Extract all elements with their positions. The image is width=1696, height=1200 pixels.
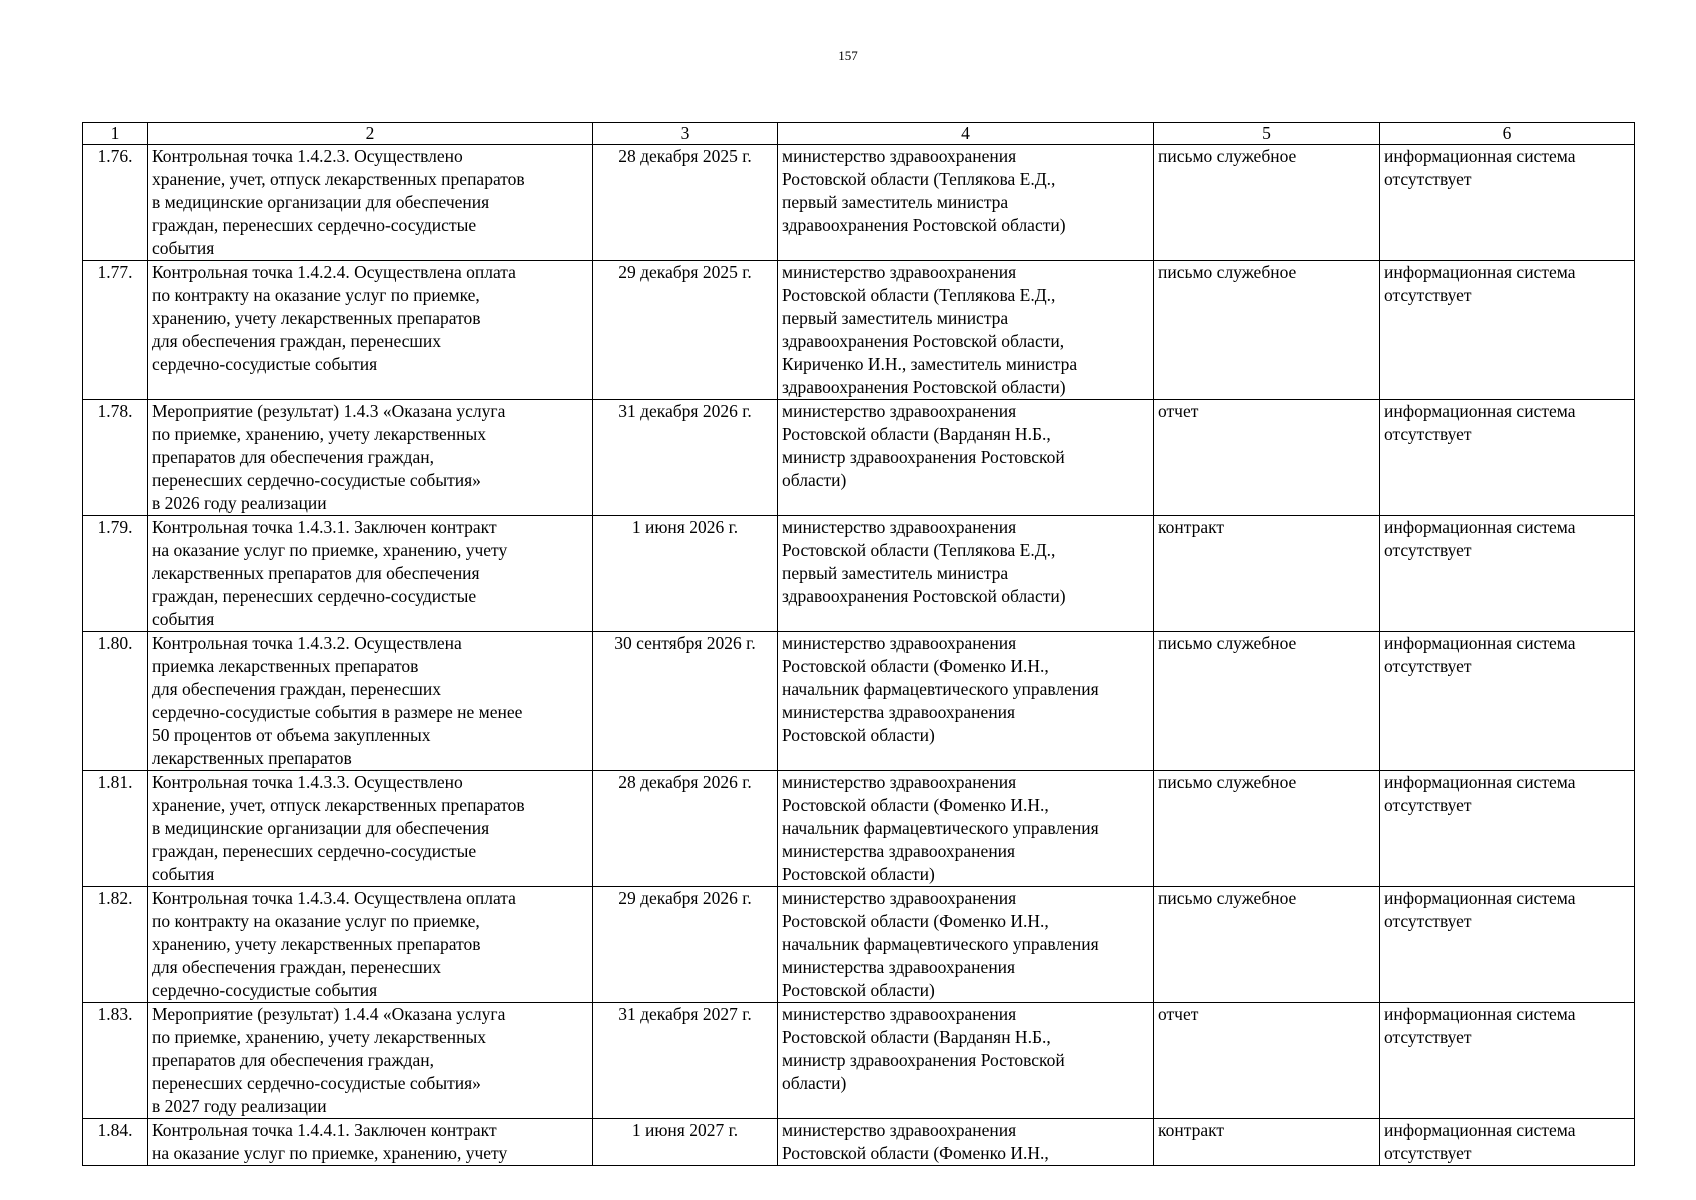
row-document: письмо служебное bbox=[1154, 145, 1380, 261]
row-date: 31 декабря 2027 г. bbox=[593, 1003, 778, 1119]
row-responsible-line: министерство здравоохранения bbox=[782, 772, 1017, 792]
row-info-system-line: отсутствует bbox=[1384, 1143, 1472, 1163]
row-responsible-line: здравоохранения Ростовской области) bbox=[782, 215, 1066, 235]
column-header: 1 bbox=[83, 123, 148, 145]
row-responsible-line: первый заместитель министра bbox=[782, 308, 1009, 328]
row-document: контракт bbox=[1154, 1119, 1380, 1166]
row-description-line: 50 процентов от объема закупленных bbox=[152, 725, 431, 745]
row-description-line: по контракту на оказание услуг по приемке, bbox=[152, 911, 480, 931]
row-description-line: в 2027 году реализации bbox=[152, 1096, 327, 1116]
row-description-line: препаратов для обеспечения граждан, bbox=[152, 1050, 434, 1070]
row-description-line: в медицинские организации для обеспечения bbox=[152, 192, 490, 212]
row-description-line: события bbox=[152, 238, 215, 258]
row-info-system-line: отсутствует bbox=[1384, 169, 1472, 189]
row-responsible-line: Ростовской области (Варданян Н.Б., bbox=[782, 1027, 1051, 1047]
row-description bbox=[148, 145, 593, 261]
row-info-system-line: отсутствует bbox=[1384, 285, 1472, 305]
row-number: 1.82. bbox=[83, 887, 148, 1003]
row-document: контракт bbox=[1154, 516, 1380, 632]
row-responsible-line: министерство здравоохранения bbox=[782, 1120, 1017, 1140]
row-responsible-line: министерство здравоохранения bbox=[782, 888, 1017, 908]
row-description-line: Мероприятие (результат) 1.4.4 «Оказана услуга bbox=[152, 1004, 506, 1024]
row-document: отчет bbox=[1154, 1003, 1380, 1119]
row-date: 1 июня 2027 г. bbox=[593, 1119, 778, 1166]
row-description-line: события bbox=[152, 609, 215, 629]
row-date: 28 декабря 2026 г. bbox=[593, 771, 778, 887]
row-responsible-line: Ростовской области (Теплякова Е.Д., bbox=[782, 540, 1056, 560]
row-responsible-line: здравоохранения Ростовской области) bbox=[782, 586, 1066, 606]
row-info-system-line: отсутствует bbox=[1384, 911, 1472, 931]
row-info-system-line: отсутствует bbox=[1384, 795, 1472, 815]
row-description-line: граждан, перенесших сердечно-сосудистые bbox=[152, 841, 477, 861]
row-description-line: Контрольная точка 1.4.3.4. Осуществлена оплата bbox=[152, 888, 516, 908]
row-description bbox=[148, 400, 593, 516]
row-info-system-line: отсутствует bbox=[1384, 656, 1472, 676]
row-info-system-line: информационная система bbox=[1384, 888, 1576, 908]
row-description-line: граждан, перенесших сердечно-сосудистые bbox=[152, 586, 477, 606]
row-responsible-line: министерства здравоохранения bbox=[782, 957, 1016, 977]
row-responsible-line: начальник фармацевтического управления bbox=[782, 679, 1099, 699]
row-info-system-line: информационная система bbox=[1384, 1120, 1576, 1140]
row-info-system-line: информационная система bbox=[1384, 146, 1576, 166]
row-description-line: сердечно-сосудистые события в размере не менее bbox=[152, 702, 523, 722]
row-description bbox=[148, 771, 593, 887]
row-info-system bbox=[1380, 145, 1635, 261]
table-row bbox=[83, 771, 1635, 887]
row-description-line: Контрольная точка 1.4.2.4. Осуществлена оплата bbox=[152, 262, 516, 282]
row-description-line: лекарственных препаратов bbox=[152, 748, 352, 768]
row-responsible-line: Ростовской области) bbox=[782, 725, 935, 745]
row-responsible-line: министерства здравоохранения bbox=[782, 841, 1016, 861]
row-info-system bbox=[1380, 632, 1635, 771]
row-date: 29 декабря 2025 г. bbox=[593, 261, 778, 400]
row-document: письмо служебное bbox=[1154, 771, 1380, 887]
table-row bbox=[83, 145, 1635, 261]
row-responsible-line: Ростовской области (Фоменко И.Н., bbox=[782, 656, 1049, 676]
row-date: 1 июня 2026 г. bbox=[593, 516, 778, 632]
row-responsible-line: Ростовской области) bbox=[782, 864, 935, 884]
row-responsible bbox=[778, 632, 1154, 771]
row-description bbox=[148, 1119, 593, 1166]
row-responsible bbox=[778, 261, 1154, 400]
row-date: 30 сентября 2026 г. bbox=[593, 632, 778, 771]
row-responsible-line: области) bbox=[782, 470, 847, 490]
column-header: 5 bbox=[1154, 123, 1380, 145]
row-info-system bbox=[1380, 261, 1635, 400]
row-info-system-line: отсутствует bbox=[1384, 540, 1472, 560]
row-info-system bbox=[1380, 516, 1635, 632]
row-description-line: хранение, учет, отпуск лекарственных препаратов bbox=[152, 795, 525, 815]
row-responsible-line: министерства здравоохранения bbox=[782, 702, 1016, 722]
row-responsible-line: Ростовской области (Фоменко И.Н., bbox=[782, 1143, 1049, 1163]
row-responsible-line: министерство здравоохранения bbox=[782, 146, 1017, 166]
row-description-line: на оказание услуг по приемке, хранению, учету bbox=[152, 540, 508, 560]
row-description-line: по приемке, хранению, учету лекарственных bbox=[152, 424, 487, 444]
row-number: 1.77. bbox=[83, 261, 148, 400]
row-responsible-line: министерство здравоохранения bbox=[782, 262, 1017, 282]
row-description bbox=[148, 1003, 593, 1119]
row-document: отчет bbox=[1154, 400, 1380, 516]
row-info-system-line: информационная система bbox=[1384, 1004, 1576, 1024]
row-description-line: приемка лекарственных препаратов bbox=[152, 656, 419, 676]
table-row bbox=[83, 632, 1635, 771]
row-description-line: перенесших сердечно-сосудистые события» bbox=[152, 1073, 481, 1093]
row-document: письмо служебное bbox=[1154, 261, 1380, 400]
row-description bbox=[148, 632, 593, 771]
row-responsible bbox=[778, 1003, 1154, 1119]
row-responsible-line: первый заместитель министра bbox=[782, 192, 1009, 212]
row-description-line: для обеспечения граждан, перенесших bbox=[152, 331, 442, 351]
header-row bbox=[83, 123, 1635, 145]
row-responsible-line: Ростовской области (Фоменко И.Н., bbox=[782, 911, 1049, 931]
row-responsible-line: начальник фармацевтического управления bbox=[782, 818, 1099, 838]
row-responsible-line: министерство здравоохранения bbox=[782, 401, 1017, 421]
column-header: 6 bbox=[1380, 123, 1635, 145]
row-description-line: Контрольная точка 1.4.3.3. Осуществлено bbox=[152, 772, 463, 792]
row-date: 31 декабря 2026 г. bbox=[593, 400, 778, 516]
row-info-system bbox=[1380, 1119, 1635, 1166]
row-description-line: Контрольная точка 1.4.4.1. Заключен контракт bbox=[152, 1120, 497, 1140]
row-description-line: граждан, перенесших сердечно-сосудистые bbox=[152, 215, 477, 235]
row-responsible-line: Ростовской области (Варданян Н.Б., bbox=[782, 424, 1051, 444]
row-responsible-line: министерство здравоохранения bbox=[782, 1004, 1017, 1024]
row-description-line: хранению, учету лекарственных препаратов bbox=[152, 308, 481, 328]
row-responsible-line: Ростовской области (Теплякова Е.Д., bbox=[782, 169, 1056, 189]
row-date: 28 декабря 2025 г. bbox=[593, 145, 778, 261]
row-number: 1.81. bbox=[83, 771, 148, 887]
row-responsible-line: министерство здравоохранения bbox=[782, 517, 1017, 537]
row-description-line: для обеспечения граждан, перенесших bbox=[152, 957, 442, 977]
row-info-system-line: информационная система bbox=[1384, 772, 1576, 792]
row-responsible-line: начальник фармацевтического управления bbox=[782, 934, 1099, 954]
row-responsible-line: Ростовской области) bbox=[782, 980, 935, 1000]
row-responsible bbox=[778, 516, 1154, 632]
row-responsible bbox=[778, 771, 1154, 887]
row-description-line: Контрольная точка 1.4.3.2. Осуществлена bbox=[152, 633, 462, 653]
row-description-line: лекарственных препаратов для обеспечения bbox=[152, 563, 480, 583]
row-description-line: сердечно-сосудистые события bbox=[152, 354, 378, 374]
row-description-line: хранению, учету лекарственных препаратов bbox=[152, 934, 481, 954]
row-responsible-line: министр здравоохранения Ростовской bbox=[782, 447, 1065, 467]
column-header: 4 bbox=[778, 123, 1154, 145]
row-description-line: хранение, учет, отпуск лекарственных препаратов bbox=[152, 169, 525, 189]
row-description-line: перенесших сердечно-сосудистые события» bbox=[152, 470, 481, 490]
row-description-line: для обеспечения граждан, перенесших bbox=[152, 679, 442, 699]
row-responsible-line: Ростовской области (Фоменко И.Н., bbox=[782, 795, 1049, 815]
table-row bbox=[83, 261, 1635, 400]
row-number: 1.83. bbox=[83, 1003, 148, 1119]
table-row bbox=[83, 516, 1635, 632]
row-description-line: сердечно-сосудистые события bbox=[152, 980, 378, 1000]
row-description-line: Мероприятие (результат) 1.4.3 «Оказана услуга bbox=[152, 401, 506, 421]
row-info-system bbox=[1380, 1003, 1635, 1119]
row-date: 29 декабря 2026 г. bbox=[593, 887, 778, 1003]
table-row bbox=[83, 400, 1635, 516]
row-description bbox=[148, 261, 593, 400]
row-number: 1.84. bbox=[83, 1119, 148, 1166]
row-description-line: по приемке, хранению, учету лекарственных bbox=[152, 1027, 487, 1047]
row-responsible bbox=[778, 1119, 1154, 1166]
page-number: 157 bbox=[838, 48, 858, 63]
row-responsible bbox=[778, 145, 1154, 261]
row-responsible bbox=[778, 887, 1154, 1003]
row-info-system-line: информационная система bbox=[1384, 517, 1576, 537]
row-info-system bbox=[1380, 887, 1635, 1003]
row-description-line: в 2026 году реализации bbox=[152, 493, 327, 513]
column-header: 2 bbox=[148, 123, 593, 145]
row-responsible-line: министр здравоохранения Ростовской bbox=[782, 1050, 1065, 1070]
row-responsible-line: Кириченко И.Н., заместитель министра bbox=[782, 354, 1078, 374]
table-row bbox=[83, 1003, 1635, 1119]
row-document: письмо служебное bbox=[1154, 887, 1380, 1003]
row-info-system-line: отсутствует bbox=[1384, 424, 1472, 444]
row-responsible-line: здравоохранения Ростовской области, bbox=[782, 331, 1065, 351]
row-description-line: на оказание услуг по приемке, хранению, учету bbox=[152, 1143, 508, 1163]
row-description-line: события bbox=[152, 864, 215, 884]
column-header: 3 bbox=[593, 123, 778, 145]
table-row bbox=[83, 1119, 1635, 1166]
row-description-line: Контрольная точка 1.4.3.1. Заключен контракт bbox=[152, 517, 497, 537]
row-number: 1.80. bbox=[83, 632, 148, 771]
row-responsible bbox=[778, 400, 1154, 516]
row-description bbox=[148, 516, 593, 632]
row-responsible-line: первый заместитель министра bbox=[782, 563, 1009, 583]
row-info-system-line: информационная система bbox=[1384, 401, 1576, 421]
row-description-line: в медицинские организации для обеспечения bbox=[152, 818, 490, 838]
row-info-system-line: информационная система bbox=[1384, 633, 1576, 653]
row-description-line: Контрольная точка 1.4.2.3. Осуществлено bbox=[152, 146, 463, 166]
document-table bbox=[82, 122, 1635, 1166]
row-info-system-line: информационная система bbox=[1384, 262, 1576, 282]
row-responsible-line: области) bbox=[782, 1073, 847, 1093]
row-description bbox=[148, 887, 593, 1003]
row-number: 1.79. bbox=[83, 516, 148, 632]
row-document: письмо служебное bbox=[1154, 632, 1380, 771]
row-responsible-line: министерство здравоохранения bbox=[782, 633, 1017, 653]
row-responsible-line: здравоохранения Ростовской области) bbox=[782, 377, 1066, 397]
row-info-system-line: отсутствует bbox=[1384, 1027, 1472, 1047]
table-row bbox=[83, 887, 1635, 1003]
row-info-system bbox=[1380, 400, 1635, 516]
row-number: 1.78. bbox=[83, 400, 148, 516]
row-number: 1.76. bbox=[83, 145, 148, 261]
row-description-line: по контракту на оказание услуг по приемке, bbox=[152, 285, 480, 305]
row-description-line: препаратов для обеспечения граждан, bbox=[152, 447, 434, 467]
row-responsible-line: Ростовской области (Теплякова Е.Д., bbox=[782, 285, 1056, 305]
row-info-system bbox=[1380, 771, 1635, 887]
